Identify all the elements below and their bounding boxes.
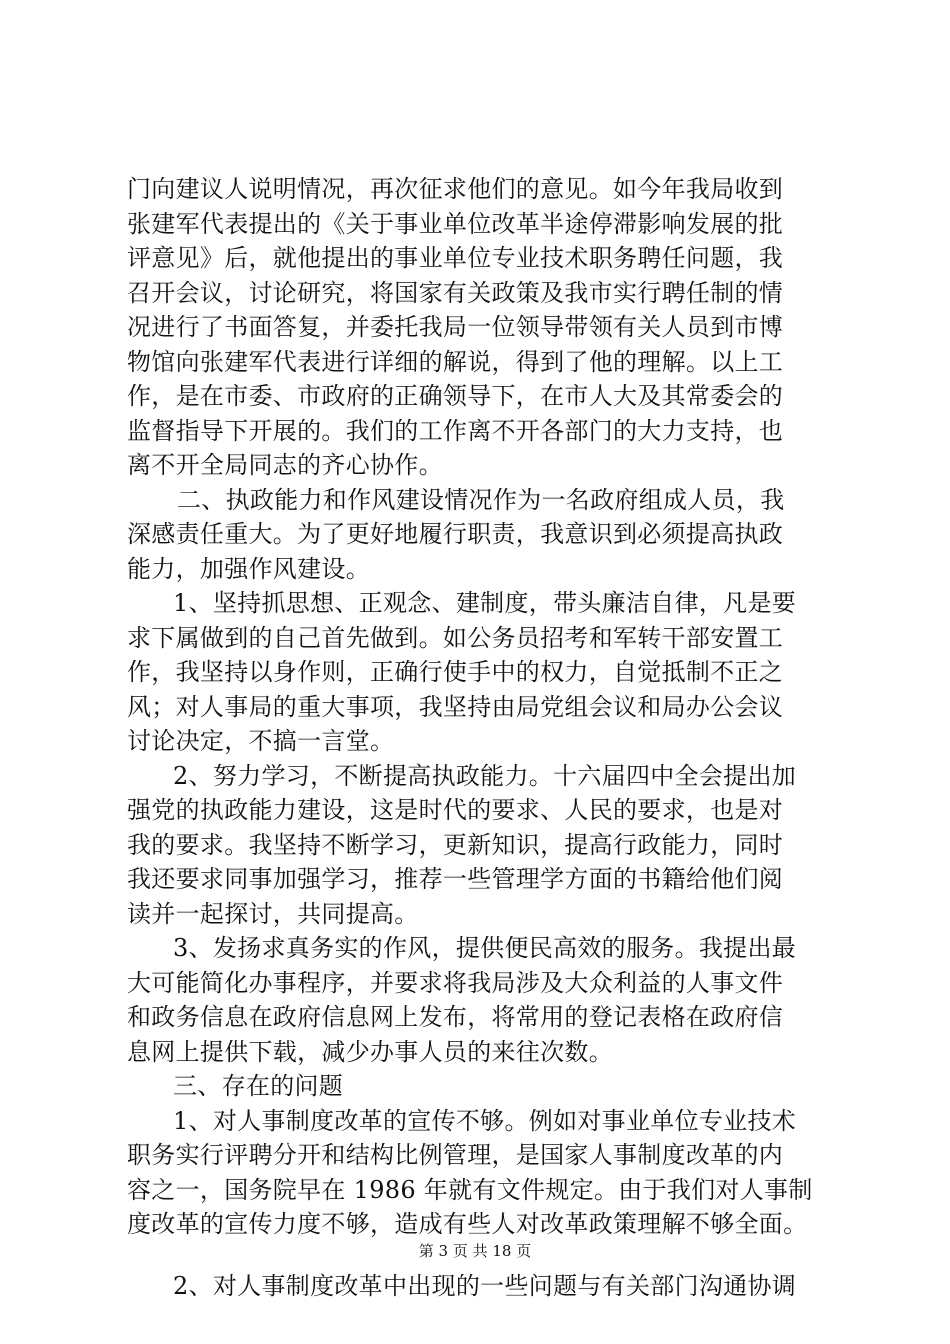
section-heading-3: 三、存在的问题 [173,1072,344,1100]
text-line: 容之一，国务院早在 1986 年就有文件规定。由于我们对人事制 [127,1175,813,1204]
text-line: 门向建议人说明情况，再次征求他们的意见。如今年我局收到 [127,175,784,203]
text-line: 讨论决定，不搞一言堂。 [127,727,395,755]
page-number-footer: 第 3 页 共 18 页 [418,1242,532,1260]
text-line: 风；对人事局的重大事项，我坚持由局党组会议和局办公会议 [127,692,784,721]
paragraph-start: 2、努力学习，不断提高执政能力。十六届四中全会提出加 [173,761,797,790]
paragraph-start: 2、对人事制度改革中出现的一些问题与有关部门沟通协调 [173,1271,797,1300]
paragraph-start: 1、坚持抓思想、正观念、建制度，带头廉洁自律，凡是要 [173,589,797,617]
text-line: 职务实行评聘分开和结构比例管理，是国家人事制度改革的内 [127,1141,784,1169]
text-line: 监督指导下开展的。我们的工作离不开各部门的大力支持，也 [127,416,784,445]
text-line: 召开会议，讨论研究，将国家有关政策及我市实行聘任制的情 [127,278,784,307]
text-line: 度改革的宣传力度不够，造成有些人对改革政策理解不够全面。 [127,1210,808,1238]
section-heading-2: 二、执政能力和作风建设情况作为一名政府组成人员，我 [177,485,785,514]
text-line: 况进行了书面答复，并委托我局一位领导带领有关人员到市博 [127,313,784,341]
text-line: 读并一起探讨，共同提高。 [127,899,419,928]
text-line: 张建军代表提出的《关于事业单位改革半途停滞影响发展的批 [127,209,784,238]
text-line: 和政务信息在政府信息网上发布，将常用的登记表格在政府信 [127,1003,784,1031]
text-line: 求下属做到的自己首先做到。如公务员招考和军转干部安置工 [127,623,784,652]
text-line: 我还要求同事加强学习，推荐一些管理学方面的书籍给他们阅 [127,865,784,893]
document-body [127,172,827,1303]
text-line: 物馆向张建军代表进行详细的解说，得到了他的理解。以上工 [127,347,784,376]
text-line: 大可能简化办事程序，并要求将我局涉及大众利益的人事文件 [127,968,784,997]
text-line: 作，是在市委、市政府的正确领导下，在市人大及其常委会的 [127,382,784,410]
paragraph-start: 1、对人事制度改革的宣传不够。例如对事业单位专业技术 [173,1106,797,1135]
text-line: 深感责任重大。为了更好地履行职责，我意识到必须提高执政 [127,520,784,548]
text-line: 离不开全局同志的齐心协作。 [127,451,443,479]
text-line: 我的要求。我坚持不断学习，更新知识，提高行政能力，同时 [127,830,784,859]
text-line: 息网上提供下载，减少办事人员的来往次数。 [127,1037,613,1066]
text-line: 评意见》后，就他提出的事业单位专业技术职务聘任问题，我 [127,244,784,272]
text-line: 能力，加强作风建设。 [127,554,370,583]
text-line: 作，我坚持以身作则，正确行使手中的权力，自觉抵制不正之 [127,658,784,686]
paragraph-start: 3、发扬求真务实的作风，提供便民高效的服务。我提出最 [173,934,797,962]
text-line: 强党的执政能力建设，这是时代的要求、人民的要求，也是对 [127,796,784,824]
